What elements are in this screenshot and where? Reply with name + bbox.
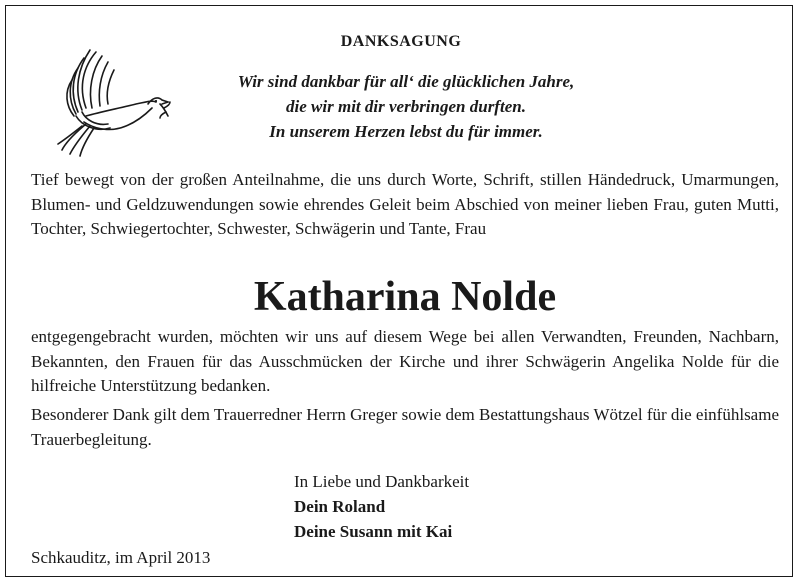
- quote-line: Wir sind dankbar für all‘ die glücklichen Jahre,: [237, 72, 575, 91]
- quote-line: die wir mit dir verbringen durften.: [286, 97, 526, 116]
- signoff-block: [294, 469, 469, 544]
- signoff-intro: In Liebe und Dankbarkeit: [294, 472, 470, 491]
- deceased-name: Katharina Nolde: [253, 274, 557, 320]
- intro-paragraph: Tief bewegt von der großen Anteilnahme, die uns durch Worte, Schrift, stillen Händedruck, Umarmungen, Blumen- und Geldzuwendungen sowie ehrendes Geleit beim Abschied von meiner lieben Frau, guten Mutti, Tochter, Schwiegertochter, Schwester, Schwägerin und Tante, Frau: [31, 170, 779, 238]
- thanks-paragraph: entgegengebracht wurden, möchten wir uns auf diesem Wege bei allen Verwandten, Freunden, Nachbarn, Bekannten, den Frauen für das Ausschmücken der Kirche und ihrer Schwägerin Angelika Nolde für die hilfreiche Unterstützung bedanken.: [31, 327, 779, 395]
- notice-heading: DANKSAGUNG: [340, 33, 462, 50]
- memorial-quote: [176, 69, 636, 144]
- obituary-notice: [5, 5, 793, 577]
- place-date: Schkauditz, im April 2013: [31, 548, 211, 567]
- dove-icon: [56, 46, 171, 158]
- signer-name: Dein Roland: [294, 497, 386, 516]
- signer-name: Deine Susann mit Kai: [294, 522, 453, 541]
- special-thanks-paragraph: Besonderer Dank gilt dem Trauerredner Herrn Greger sowie dem Bestattungshaus Wötzel für die einfühlsame Trauerbegleitung.: [31, 405, 779, 449]
- quote-line: In unserem Herzen lebst du für immer.: [269, 122, 543, 141]
